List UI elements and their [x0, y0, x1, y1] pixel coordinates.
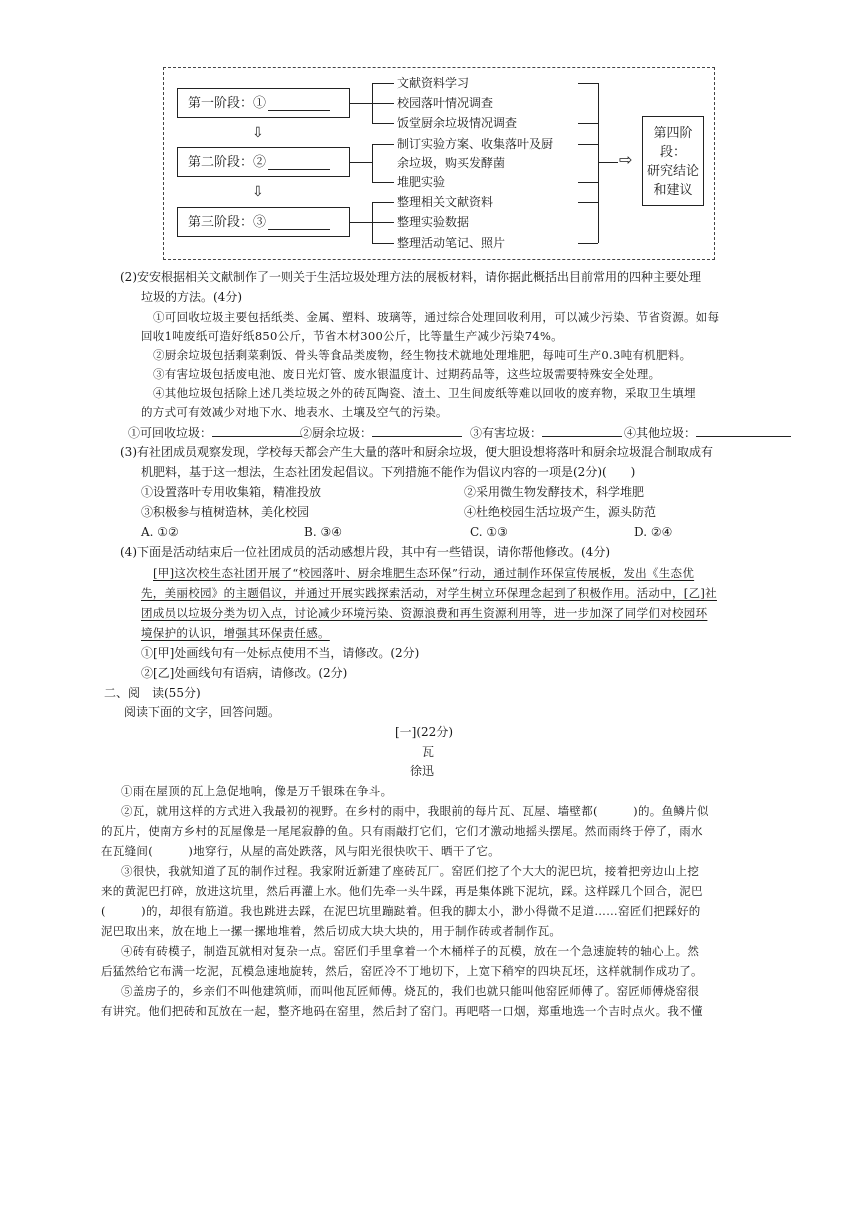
task-item: 余垃圾，购买发酵菌	[397, 156, 506, 170]
bracket-line	[578, 123, 598, 124]
connector-line	[372, 103, 394, 104]
connector-line	[372, 123, 394, 124]
paragraph: ⑤盖房子的，乡亲们不叫他建筑师，而叫他瓦匠师傅。烧瓦的，我们也就只能叫他窑匠师傅了。窑匠师傅烧窑很	[121, 984, 700, 998]
paragraph: ③很快，我就知道了瓦的制作过程。我家附近新建了座砖瓦厂。窑匠们挖了个大大的泥巴坑，接着把旁边山上挖	[121, 864, 700, 878]
stage-2-blank[interactable]	[268, 155, 330, 170]
paragraph: 有讲究。他们把砖和瓦放在一起，整齐地码在窑里，然后封了窑门。再吧嗒一口烟，郑重地选一个吉时点火。我不懂	[101, 1004, 703, 1018]
stage-4-line: 第四阶段：	[653, 126, 693, 160]
paragraph: 泥巴取出来，放在地上一摞一摞地堆着，然后切成大块大块的，用于制作砖或者制作瓦。	[101, 924, 562, 938]
paragraph: ④砖有砖模子，制造瓦就相对复杂一点。窑匠们手里拿着一个木桶样子的瓦模，放在一个急速旋转的轴心上。然	[121, 944, 700, 958]
stage-2-label: 第二阶段：②	[188, 154, 267, 170]
stage-3-blank[interactable]	[268, 215, 330, 230]
answer-blank[interactable]	[696, 423, 791, 437]
q3-option: ④杜绝校园生活垃圾产生，源头防范	[464, 505, 657, 519]
task-item: 整理相关文献资料	[397, 195, 494, 209]
bracket-line	[598, 162, 618, 163]
q2-answer-3: ③有害垃圾：	[470, 423, 622, 443]
task-item: 整理活动笔记、照片	[397, 236, 506, 250]
q2-material: 的方式可有效减少对地下水、地表水、土壤及空气的污染。	[141, 405, 448, 419]
q2-material: 回收1吨废纸可造好纸850公斤，节省木材300公斤，比等量生产减少污染74%。	[141, 329, 563, 343]
q4-underlined-jia: [甲]这次校生态社团开展了“校园落叶、厨余堆肥生态环保”行动，通过制作环保宣传展板，发出《生态优	[153, 566, 695, 580]
q4-underlined-yi: 团成员以垃圾分类为切入点，讨论减少环境污染、资源浪费和再生资源利用等，进一步加深了同学们对校园环	[141, 606, 708, 620]
choice-a[interactable]: A. ①②	[141, 525, 179, 539]
connector-line	[350, 103, 372, 104]
choice-d[interactable]: D. ②④	[634, 525, 673, 539]
task-item: 制订实验方案、收集落叶及厨	[397, 137, 554, 151]
q2-answer-2: ②厨余垃圾：	[300, 423, 462, 443]
stage-1-box	[177, 88, 350, 118]
q2-material: ①可回收垃圾主要包括纸类、金属、塑料、玻璃等，通过综合处理回收利用，可以减少污染、节省资源。如每	[153, 310, 720, 324]
q4-subquestion: ②[乙]处画线句有语病，请修改。(2分)	[141, 666, 348, 680]
section-heading: 二、阅 读(55分)	[104, 686, 201, 700]
q3-stem: 机肥料，基于这一想法，生态社团发起倡议。下列措施不能作为倡议内容的一项是(2分)( )	[141, 465, 636, 479]
q4-text	[141, 624, 330, 643]
article-author: 徐迅	[410, 764, 435, 778]
q2-stem: 垃圾的方法。(4分)	[141, 290, 242, 304]
q4-subquestion: ①[甲]处画线句有一处标点使用不当，请修改。(2分)	[141, 646, 420, 660]
article-title: 瓦	[422, 745, 435, 759]
down-arrow-icon: ⇩	[252, 184, 264, 200]
connector-line	[372, 182, 394, 183]
connector-line	[350, 222, 372, 223]
q3-option: ②采用微生物发酵技术，科学堆肥	[464, 485, 645, 499]
paragraph: ②瓦，就用这样的方式进入我最初的视野。在乡村的雨中，我眼前的每片瓦、瓦屋、墙壁都( )的。鱼鳞片似	[121, 804, 709, 818]
right-arrow-icon: ⇨	[619, 150, 633, 169]
q2-material: ②厨余垃圾包括剩菜剩饭、骨头等食品类废物，经生物技术就地处理堆肥，每吨可生产0.3吨有机肥料。	[153, 348, 692, 362]
paragraph: 的瓦片，使南方乡村的瓦屋像是一尾尾寂静的鱼。只有雨敲打它们，它们才激动地摇头摆尾。然而雨终于停了，雨水	[101, 824, 703, 838]
connector-line	[372, 144, 373, 182]
stage-4-box	[642, 116, 704, 206]
connector-line	[372, 202, 394, 203]
q4-stem: (4)下面是活动结束后一位社团成员的活动感想片段，其中有一些错误，请你帮他修改。(4分)	[120, 545, 610, 559]
reading-intro: 阅读下面的文字，回答问题。	[124, 705, 281, 719]
answer-blank[interactable]	[372, 423, 462, 437]
bracket-line	[598, 83, 599, 243]
bracket-line	[578, 182, 598, 183]
task-item: 饭堂厨余垃圾情况调查	[397, 116, 518, 130]
bracket-line	[578, 243, 598, 244]
q2-material: ④其他垃圾包括除上述几类垃圾之外的砖瓦陶瓷、渣土、卫生间废纸等难以回收的废弃物，采取卫生填埋	[153, 386, 696, 400]
bracket-line	[578, 144, 598, 145]
q3-option: ①设置落叶专用收集箱，精准投放	[141, 485, 322, 499]
paragraph: 在瓦缝间( )地穿行，从屋的高处跌落，风与阳光很快吹干、晒干了它。	[101, 844, 500, 858]
stage-2-box	[177, 147, 350, 177]
part-label: [一](22分)	[395, 725, 453, 739]
paragraph: 后猛然给它布满一圪泥，瓦模急速地旋转，然后，窑匠冷不丁地切下，上宽下稍窄的四块瓦坯，这样就制作成功了。	[101, 964, 703, 978]
q4-text	[141, 584, 717, 603]
stage-4-line: 和建议	[653, 183, 693, 198]
connector-line	[372, 222, 394, 223]
choice-c[interactable]: C. ①③	[470, 525, 508, 539]
connector-line	[372, 83, 394, 84]
q4-text	[153, 564, 694, 583]
stage-4-line: 研究结论	[646, 164, 699, 179]
q2-stem: (2)安安根据相关文献制作了一则关于生活垃圾处理方法的展板材料，请你据此概括出目前常用的四种主要处理	[120, 270, 702, 284]
paragraph: ( )的，却很有筋道。我也跳进去踩，在泥巴坑里蹦跶着。但我的脚太小，渺小得微不足道……窑匠们把踩好的	[101, 904, 701, 918]
q2-answer-4: ④其他垃圾：	[624, 423, 791, 443]
choice-b[interactable]: B. ③④	[304, 525, 342, 539]
paragraph: ①雨在屋顶的瓦上急促地响，像是万千银珠在争斗。	[121, 784, 393, 798]
stage-1-blank[interactable]	[268, 96, 330, 111]
down-arrow-icon: ⇩	[252, 125, 264, 141]
task-item: 堆肥实验	[397, 175, 446, 189]
connector-line	[372, 243, 394, 244]
stage-3-label: 第三阶段：③	[188, 214, 267, 230]
bracket-line	[578, 83, 598, 84]
q3-option: ③积极参与植树造林，美化校园	[141, 505, 310, 519]
q2-material: ③有害垃圾包括废电池、废日光灯管、废水银温度计、过期药品等，这些垃圾需要特殊安全处理。	[153, 367, 661, 381]
q4-underlined-yi: 境保护的认识，增强其环保责任感。	[141, 626, 330, 640]
connector-line	[350, 162, 372, 163]
answer-blank[interactable]	[212, 423, 302, 437]
stage-1-label: 第一阶段：①	[188, 95, 267, 111]
paragraph: 来的黄泥巴打碎，放进这坑里，然后再灌上水。他们先牵一头牛踩，再是集体跳下泥坑，踩。这样踩几个回合，泥巴	[101, 884, 703, 898]
q4-underlined: 先，美丽校园》的主题倡议，并通过开展实践探索活动，对学生树立环保理念起到了积极作用。活动中，[乙]社	[141, 586, 717, 600]
connector-line	[372, 144, 394, 145]
stage-3-box	[177, 207, 350, 237]
q2-answer-1: ①可回收垃圾：	[128, 423, 302, 443]
q3-stem: (3)有社团成员观察发现，学校每天都会产生大量的落叶和厨余垃圾，便大胆设想将落叶和厨余垃圾混合制取成有	[120, 445, 714, 459]
bracket-line	[578, 202, 598, 203]
q4-text	[141, 604, 707, 623]
task-item: 校园落叶情况调查	[397, 96, 494, 110]
task-item: 文献资料学习	[397, 76, 470, 90]
answer-blank[interactable]	[542, 423, 622, 437]
task-item: 整理实验数据	[397, 215, 470, 229]
